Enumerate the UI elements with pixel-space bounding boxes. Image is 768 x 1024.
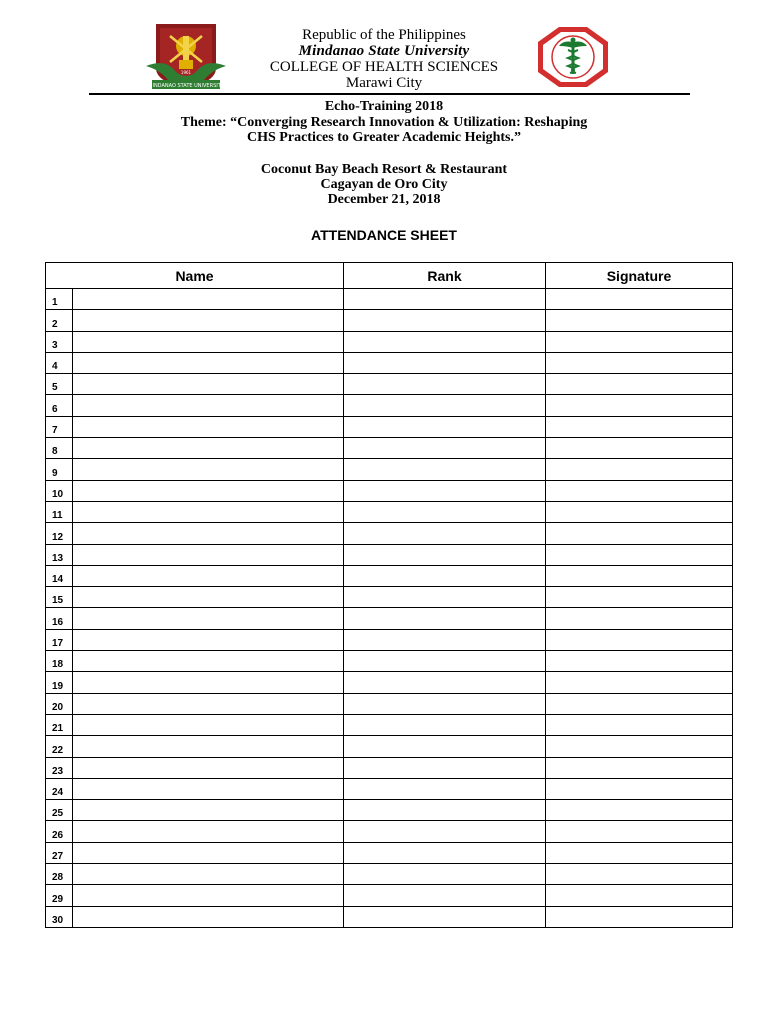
- row-number: 1: [46, 289, 73, 310]
- signature-cell: [546, 331, 733, 352]
- rank-cell: [344, 544, 546, 565]
- rank-cell: [344, 459, 546, 480]
- table-row: [46, 906, 733, 927]
- rank-cell: [344, 480, 546, 501]
- rank-cell: [344, 608, 546, 629]
- signature-cell: [546, 757, 733, 778]
- name-cell: [73, 459, 344, 480]
- row-number: 26: [46, 821, 73, 842]
- table-row: [46, 672, 733, 693]
- name-cell: [73, 395, 344, 416]
- table-header-row: [46, 263, 733, 289]
- table-row: [46, 523, 733, 544]
- signature-cell: [546, 501, 733, 522]
- table-row: [46, 459, 733, 480]
- name-cell: [73, 289, 344, 310]
- row-number: 13: [46, 544, 73, 565]
- signature-cell: [546, 608, 733, 629]
- name-cell: [73, 842, 344, 863]
- row-number: 19: [46, 672, 73, 693]
- row-number: 17: [46, 629, 73, 650]
- signature-cell: [546, 821, 733, 842]
- table-row: [46, 736, 733, 757]
- table-row: [46, 842, 733, 863]
- rank-cell: [344, 416, 546, 437]
- row-number: 29: [46, 885, 73, 906]
- signature-cell: [546, 395, 733, 416]
- row-number: 30: [46, 906, 73, 927]
- signature-cell: [546, 374, 733, 395]
- column-header-rank: Rank: [344, 263, 546, 289]
- name-cell: [73, 778, 344, 799]
- name-cell: [73, 800, 344, 821]
- row-number: 22: [46, 736, 73, 757]
- row-number: 15: [46, 587, 73, 608]
- row-number: 10: [46, 480, 73, 501]
- row-number: 11: [46, 501, 73, 522]
- table-row: [46, 289, 733, 310]
- signature-cell: [546, 587, 733, 608]
- signature-cell: [546, 565, 733, 586]
- name-cell: [73, 757, 344, 778]
- name-cell: [73, 693, 344, 714]
- name-cell: [73, 714, 344, 735]
- country-line: Republic of the Philippines: [302, 27, 466, 43]
- college-name: COLLEGE OF HEALTH SCIENCES: [269, 59, 499, 75]
- table-row: [46, 587, 733, 608]
- rank-cell: [344, 800, 546, 821]
- city-line: Marawi City: [345, 75, 423, 91]
- rank-cell: [344, 906, 546, 927]
- university-name: Mindanao State University: [298, 43, 470, 59]
- signature-cell: [546, 906, 733, 927]
- event-location: Cagayan de Oro City: [320, 177, 448, 192]
- rank-cell: [344, 736, 546, 757]
- signature-cell: [546, 289, 733, 310]
- row-number: 16: [46, 608, 73, 629]
- name-cell: [73, 885, 344, 906]
- rank-cell: [344, 757, 546, 778]
- name-cell: [73, 672, 344, 693]
- signature-cell: [546, 523, 733, 544]
- signature-cell: [546, 864, 733, 885]
- row-number: 28: [46, 864, 73, 885]
- table-row: [46, 565, 733, 586]
- table-row: [46, 416, 733, 437]
- row-number: 20: [46, 693, 73, 714]
- table-row: [46, 651, 733, 672]
- header-divider: [89, 93, 690, 95]
- name-cell: [73, 587, 344, 608]
- table-row: [46, 608, 733, 629]
- svg-text:MINDANAO STATE UNIVERSITY: MINDANAO STATE UNIVERSITY: [148, 83, 224, 89]
- signature-cell: [546, 438, 733, 459]
- rank-cell: [344, 523, 546, 544]
- table-row: [46, 331, 733, 352]
- name-cell: [73, 608, 344, 629]
- signature-cell: [546, 672, 733, 693]
- rank-cell: [344, 395, 546, 416]
- svg-text:1961: 1961: [180, 70, 192, 75]
- name-cell: [73, 544, 344, 565]
- name-cell: [73, 416, 344, 437]
- event-name: Echo-Training 2018: [324, 99, 444, 114]
- signature-cell: [546, 352, 733, 373]
- rank-cell: [344, 864, 546, 885]
- table-row: [46, 310, 733, 331]
- event-venue: Coconut Bay Beach Resort & Restaurant: [260, 162, 508, 177]
- rank-cell: [344, 693, 546, 714]
- row-number: 25: [46, 800, 73, 821]
- event-date: December 21, 2018: [327, 192, 441, 207]
- name-cell: [73, 501, 344, 522]
- signature-cell: [546, 842, 733, 863]
- signature-cell: [546, 310, 733, 331]
- rank-cell: [344, 821, 546, 842]
- row-number: 24: [46, 778, 73, 799]
- rank-cell: [344, 842, 546, 863]
- rank-cell: [344, 651, 546, 672]
- signature-cell: [546, 544, 733, 565]
- event-theme-line2: CHS Practices to Greater Academic Heights.”: [247, 130, 521, 145]
- name-cell: [73, 629, 344, 650]
- table-row: [46, 778, 733, 799]
- rank-cell: [344, 565, 546, 586]
- table-row: [46, 821, 733, 842]
- name-cell: [73, 352, 344, 373]
- row-number: 3: [46, 331, 73, 352]
- row-number: 12: [46, 523, 73, 544]
- name-cell: [73, 438, 344, 459]
- name-cell: [73, 480, 344, 501]
- column-header-name: Name: [46, 263, 344, 289]
- event-theme-line1: Theme: “Converging Research Innovation & Utilization: Reshaping: [180, 115, 588, 130]
- signature-cell: [546, 736, 733, 757]
- rank-cell: [344, 672, 546, 693]
- table-row: [46, 395, 733, 416]
- row-number: 7: [46, 416, 73, 437]
- signature-cell: [546, 651, 733, 672]
- rank-cell: [344, 310, 546, 331]
- signature-cell: [546, 778, 733, 799]
- rank-cell: [344, 501, 546, 522]
- row-number: 21: [46, 714, 73, 735]
- name-cell: [73, 331, 344, 352]
- row-number: 5: [46, 374, 73, 395]
- signature-cell: [546, 714, 733, 735]
- signature-cell: [546, 459, 733, 480]
- rank-cell: [344, 587, 546, 608]
- rank-cell: [344, 331, 546, 352]
- attendance-sheet-title: ATTENDANCE SHEET: [311, 227, 457, 243]
- signature-cell: [546, 800, 733, 821]
- table-row: [46, 438, 733, 459]
- name-cell: [73, 565, 344, 586]
- signature-cell: [546, 480, 733, 501]
- row-number: 23: [46, 757, 73, 778]
- rank-cell: [344, 629, 546, 650]
- name-cell: [73, 651, 344, 672]
- row-number: 4: [46, 352, 73, 373]
- table-row: [46, 885, 733, 906]
- signature-cell: [546, 693, 733, 714]
- rank-cell: [344, 352, 546, 373]
- name-cell: [73, 310, 344, 331]
- row-number: 6: [46, 395, 73, 416]
- name-cell: [73, 523, 344, 544]
- table-row: [46, 629, 733, 650]
- rank-cell: [344, 289, 546, 310]
- signature-cell: [546, 416, 733, 437]
- signature-cell: [546, 885, 733, 906]
- row-number: 9: [46, 459, 73, 480]
- name-cell: [73, 374, 344, 395]
- row-number: 8: [46, 438, 73, 459]
- table-row: [46, 757, 733, 778]
- table-row: [46, 693, 733, 714]
- name-cell: [73, 821, 344, 842]
- table-row: [46, 800, 733, 821]
- table-row: [46, 374, 733, 395]
- rank-cell: [344, 714, 546, 735]
- attendance-table: [45, 262, 733, 928]
- row-number: 18: [46, 651, 73, 672]
- name-cell: [73, 906, 344, 927]
- row-number: 27: [46, 842, 73, 863]
- table-row: [46, 352, 733, 373]
- rank-cell: [344, 438, 546, 459]
- table-row: [46, 501, 733, 522]
- table-row: [46, 714, 733, 735]
- row-number: 14: [46, 565, 73, 586]
- table-row: [46, 864, 733, 885]
- column-header-signature: Signature: [546, 263, 733, 289]
- table-row: [46, 480, 733, 501]
- rank-cell: [344, 778, 546, 799]
- row-number: 2: [46, 310, 73, 331]
- name-cell: [73, 736, 344, 757]
- table-row: [46, 544, 733, 565]
- signature-cell: [546, 629, 733, 650]
- rank-cell: [344, 374, 546, 395]
- name-cell: [73, 864, 344, 885]
- rank-cell: [344, 885, 546, 906]
